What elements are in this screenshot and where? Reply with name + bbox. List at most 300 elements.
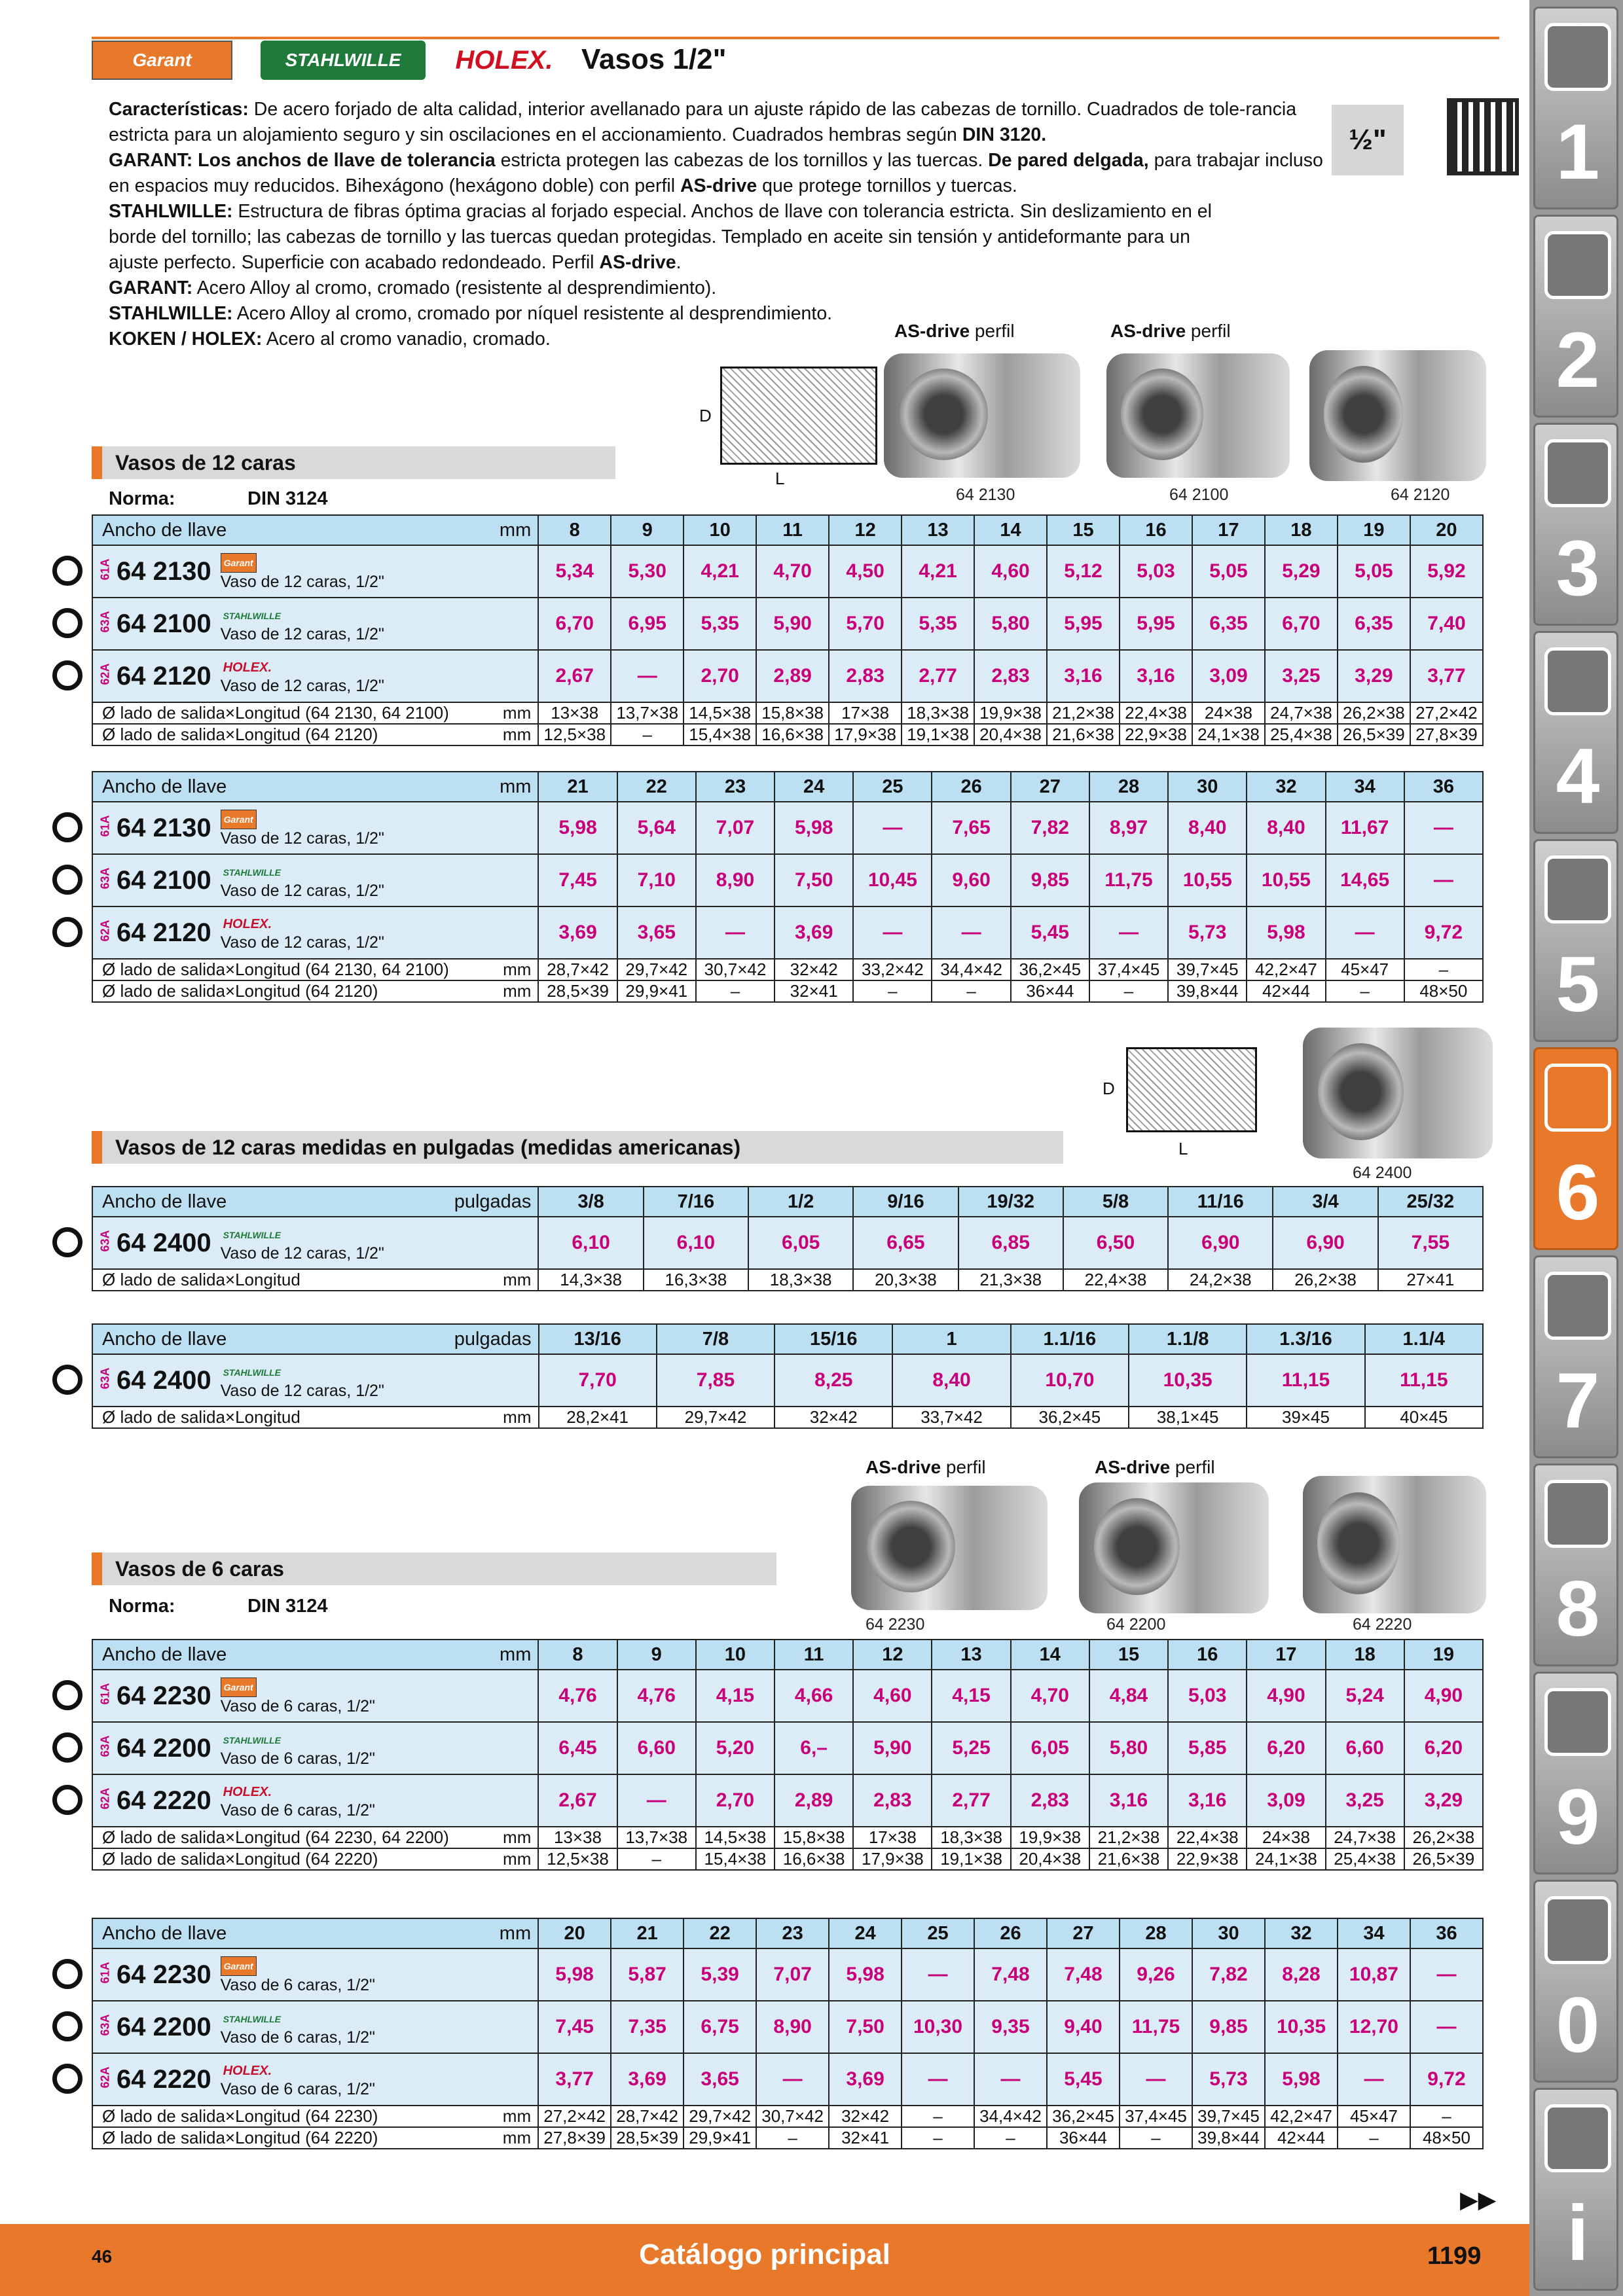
dimension-cell: 26,2×38 bbox=[1273, 1269, 1377, 1291]
article-number[interactable]: 64 2400 bbox=[117, 1365, 211, 1395]
size-cell: 11/16 bbox=[1168, 1187, 1273, 1217]
chapter-tab-i[interactable] bbox=[1533, 2088, 1618, 2291]
brand-mini-logo: HOLEX. bbox=[223, 2064, 272, 2078]
size-cell: 3/8 bbox=[538, 1187, 643, 1217]
class-code: 62A bbox=[98, 2066, 112, 2088]
price-cell: 4,70 bbox=[1011, 1670, 1089, 1722]
size-cell: 23 bbox=[756, 1918, 829, 1948]
price-cell: 12,70 bbox=[1338, 2001, 1410, 2053]
price-cell: 7,82 bbox=[1011, 802, 1089, 854]
dimension-cell: 22,4×38 bbox=[1063, 1269, 1168, 1291]
price-cell: 2,67 bbox=[538, 650, 611, 702]
price-cell: 7,48 bbox=[1047, 1948, 1120, 2001]
product-description: Vaso de 12 caras, 1/2" bbox=[220, 573, 384, 591]
chapter-number: 9 bbox=[1556, 1773, 1600, 1861]
dimension-cell: 32×41 bbox=[829, 2127, 902, 2149]
article-number[interactable]: 64 2120 bbox=[117, 918, 211, 947]
product-row[interactable] bbox=[92, 1670, 1483, 1722]
price-cell: — bbox=[1326, 906, 1404, 959]
socket-photo-642200 bbox=[1079, 1482, 1269, 1613]
product-row[interactable] bbox=[92, 2001, 1483, 2053]
select-circle-icon[interactable] bbox=[52, 1227, 82, 1257]
select-circle-icon[interactable] bbox=[52, 608, 82, 638]
norma-value: DIN 3124 bbox=[247, 488, 328, 509]
chapter-tab-5[interactable] bbox=[1533, 839, 1618, 1042]
dimension-cell: – bbox=[696, 980, 775, 1002]
price-cell: — bbox=[1338, 2053, 1410, 2106]
chapter-tab-9[interactable] bbox=[1533, 1672, 1618, 1874]
chapter-tab-6[interactable] bbox=[1533, 1047, 1618, 1250]
dimension-cell: 39×45 bbox=[1247, 1407, 1364, 1428]
dimension-cell: 13×38 bbox=[538, 702, 611, 724]
dimension-cell: 45×47 bbox=[1338, 2106, 1410, 2127]
price-table-grid bbox=[92, 1918, 1484, 2149]
price-cell: 5,98 bbox=[1247, 906, 1325, 959]
size-cell: 9 bbox=[611, 515, 684, 545]
photo-label: 64 2120 bbox=[1391, 486, 1450, 504]
price-cell: 7,40 bbox=[1410, 598, 1483, 650]
brand-mini-logo: HOLEX. bbox=[223, 660, 272, 675]
dimension-cell: 38,1×45 bbox=[1129, 1407, 1247, 1428]
dimension-cell: 36×44 bbox=[1047, 2127, 1120, 2149]
dimension-row bbox=[92, 724, 1483, 745]
price-cell: 11,75 bbox=[1089, 854, 1168, 906]
class-code: 63A bbox=[98, 1229, 112, 1251]
price-cell: 11,15 bbox=[1365, 1354, 1483, 1407]
size-cell: 19 bbox=[1404, 1640, 1483, 1670]
brand-mini-logo: STAHLWILLE bbox=[223, 1734, 281, 1746]
article-number[interactable]: 64 2100 bbox=[117, 609, 211, 638]
chapter-tab-4[interactable] bbox=[1533, 631, 1618, 834]
select-circle-icon[interactable] bbox=[52, 1959, 82, 1989]
size-cell: 9 bbox=[617, 1640, 696, 1670]
class-code: 62A bbox=[98, 662, 112, 685]
price-cell: 9,85 bbox=[1192, 2001, 1265, 2053]
article-number[interactable]: 64 2230 bbox=[117, 1681, 211, 1710]
footer-catalog-title: Catálogo principal bbox=[639, 2238, 890, 2270]
dimension-cell: 19,1×38 bbox=[902, 724, 974, 745]
price-cell: 7,70 bbox=[539, 1354, 657, 1407]
product-row[interactable] bbox=[92, 1948, 1483, 2001]
price-cell: 4,90 bbox=[1404, 1670, 1483, 1722]
price-cell: 5,20 bbox=[696, 1722, 775, 1774]
price-cell: 3,65 bbox=[617, 906, 696, 959]
price-cell: 6,10 bbox=[644, 1217, 748, 1269]
price-cell: 5,30 bbox=[611, 545, 684, 598]
dimension-cell: 30,7×42 bbox=[756, 2106, 829, 2127]
select-circle-icon[interactable] bbox=[52, 865, 82, 895]
size-cell: 18 bbox=[1265, 515, 1338, 545]
dimension-cell: 36×44 bbox=[1011, 980, 1089, 1002]
price-cell: 4,21 bbox=[902, 545, 974, 598]
price-table-grid bbox=[92, 514, 1484, 746]
dimension-label: Ø lado de salida×Longitud (64 2130, 64 2100) bbox=[102, 703, 449, 723]
price-cell: 6,05 bbox=[1011, 1722, 1089, 1774]
article-number[interactable]: 64 2220 bbox=[117, 2064, 211, 2094]
chapter-icon bbox=[1544, 1272, 1611, 1340]
footer-page-number: 1199 bbox=[1427, 2242, 1482, 2270]
size-cell: 15/16 bbox=[775, 1324, 892, 1354]
dimension-cell: 33,7×42 bbox=[892, 1407, 1010, 1428]
norma-label: Norma: bbox=[109, 488, 175, 509]
price-cell: 8,90 bbox=[696, 854, 775, 906]
dimension-cell: – bbox=[1120, 2127, 1192, 2149]
product-row[interactable] bbox=[92, 1774, 1483, 1827]
qr-code-icon[interactable] bbox=[1447, 98, 1519, 175]
price-cell: 4,66 bbox=[775, 1670, 853, 1722]
dimension-cell: 22,9×38 bbox=[1168, 1848, 1247, 1870]
size-cell: 11 bbox=[756, 515, 829, 545]
size-cell: 14 bbox=[974, 515, 1047, 545]
top-rule bbox=[92, 37, 1499, 39]
price-cell: 7,65 bbox=[932, 802, 1010, 854]
price-cell: 3,16 bbox=[1047, 650, 1120, 702]
price-cell: 9,72 bbox=[1404, 906, 1483, 959]
size-cell: 11 bbox=[775, 1640, 853, 1670]
dimension-cell: 26,5×39 bbox=[1338, 724, 1410, 745]
product-row[interactable] bbox=[92, 854, 1483, 906]
size-cell: 32 bbox=[1265, 1918, 1338, 1948]
price-cell: 4,15 bbox=[696, 1670, 775, 1722]
chapter-number: 6 bbox=[1556, 1149, 1600, 1236]
size-cell: 10 bbox=[696, 1640, 775, 1670]
dimension-cell: 32×41 bbox=[775, 980, 853, 1002]
ancho-label: Ancho de llave bbox=[102, 1191, 227, 1212]
article-number[interactable]: 64 2230 bbox=[117, 1960, 211, 1989]
size-cell: 34 bbox=[1338, 1918, 1410, 1948]
dimension-cell: 22,4×38 bbox=[1120, 702, 1192, 724]
dimension-cell: 28,2×41 bbox=[539, 1407, 657, 1428]
price-cell: 7,35 bbox=[611, 2001, 684, 2053]
dimension-cell: 13,7×38 bbox=[617, 1827, 696, 1848]
size-cell: 21 bbox=[538, 772, 617, 802]
price-cell: 10,45 bbox=[853, 854, 932, 906]
dimension-cell: 29,7×42 bbox=[684, 2106, 756, 2127]
dimension-cell: 15,4×38 bbox=[684, 724, 756, 745]
price-cell: 7,45 bbox=[538, 2001, 611, 2053]
dimension-cell: 27×41 bbox=[1378, 1269, 1483, 1291]
price-cell: 11,75 bbox=[1120, 2001, 1192, 2053]
chapter-tab-0[interactable] bbox=[1533, 1880, 1618, 2083]
chapter-number: 7 bbox=[1556, 1357, 1600, 1444]
price-cell: 9,40 bbox=[1047, 2001, 1120, 2053]
price-cell: 5,80 bbox=[1089, 1722, 1168, 1774]
dimension-cell: 37,4×45 bbox=[1089, 959, 1168, 980]
size-cell: 36 bbox=[1410, 1918, 1483, 1948]
price-cell: 3,16 bbox=[1120, 650, 1192, 702]
select-circle-icon[interactable] bbox=[52, 2011, 82, 2041]
dimension-row bbox=[92, 2127, 1483, 2149]
dimension-cell: 20,3×38 bbox=[853, 1269, 958, 1291]
size-cell: 26 bbox=[932, 772, 1010, 802]
chapter-icon bbox=[1544, 231, 1611, 299]
price-cell: 5,90 bbox=[756, 598, 829, 650]
dimension-cell: 14,3×38 bbox=[538, 1269, 643, 1291]
ancho-label: Ancho de llave bbox=[102, 1328, 227, 1350]
price-cell: 3,65 bbox=[684, 2053, 756, 2106]
unit-label: mm bbox=[503, 1270, 532, 1289]
chapter-number: 3 bbox=[1556, 524, 1600, 612]
price-cell: 3,09 bbox=[1247, 1774, 1325, 1827]
product-row[interactable] bbox=[92, 650, 1483, 702]
size-cell: 5/8 bbox=[1063, 1187, 1168, 1217]
select-circle-icon[interactable] bbox=[52, 556, 82, 586]
price-cell: 6,– bbox=[775, 1722, 853, 1774]
dimension-cell: 15,8×38 bbox=[775, 1827, 853, 1848]
socket-photo-642230 bbox=[851, 1486, 1048, 1610]
price-cell: 7,07 bbox=[756, 1948, 829, 2001]
select-circle-icon[interactable] bbox=[52, 917, 82, 947]
price-cell: 6,10 bbox=[538, 1217, 643, 1269]
price-cell: 5,87 bbox=[611, 1948, 684, 2001]
price-cell: 11,67 bbox=[1326, 802, 1404, 854]
article-number[interactable]: 64 2100 bbox=[117, 865, 211, 895]
chapter-tab-3[interactable] bbox=[1533, 423, 1618, 626]
dimension-cell: 12,5×38 bbox=[538, 724, 611, 745]
price-cell: 4,21 bbox=[684, 545, 756, 598]
brand-mini-logo: Garant bbox=[221, 810, 257, 829]
product-row[interactable] bbox=[92, 1722, 1483, 1774]
price-cell: 6,35 bbox=[1192, 598, 1265, 650]
price-cell: 5,98 bbox=[538, 802, 617, 854]
chapter-icon bbox=[1544, 647, 1611, 715]
size-cell: 25/32 bbox=[1378, 1187, 1483, 1217]
size-header-row bbox=[92, 1324, 1483, 1354]
article-number[interactable]: 64 2120 bbox=[117, 661, 211, 691]
brand-mini-logo: Garant bbox=[221, 553, 257, 573]
price-cell: 5,98 bbox=[538, 1948, 611, 2001]
article-number[interactable]: 64 2200 bbox=[117, 1733, 211, 1763]
dimension-cell: 24×38 bbox=[1247, 1827, 1325, 1848]
ancho-label: Ancho de llave bbox=[102, 1922, 227, 1944]
size-cell: 1.1/8 bbox=[1129, 1324, 1247, 1354]
size-header-row bbox=[92, 515, 1483, 545]
dimension-row bbox=[92, 702, 1483, 724]
dimension-cell: 19,9×38 bbox=[974, 702, 1047, 724]
chapter-number: 4 bbox=[1556, 732, 1600, 820]
size-cell: 13 bbox=[902, 515, 974, 545]
size-cell: 23 bbox=[696, 772, 775, 802]
price-cell: 8,25 bbox=[775, 1354, 892, 1407]
unit-label: mm bbox=[503, 981, 532, 1001]
dim-l-label: L bbox=[1178, 1139, 1188, 1158]
price-cell: 3,77 bbox=[1410, 650, 1483, 702]
dimension-cell: 19,9×38 bbox=[1011, 1827, 1089, 1848]
product-row[interactable] bbox=[92, 802, 1483, 854]
size-cell: 20 bbox=[1410, 515, 1483, 545]
price-cell: 4,15 bbox=[932, 1670, 1010, 1722]
price-cell: 8,40 bbox=[892, 1354, 1010, 1407]
intro-text: Características: De acero forjado de alta calidad, interior avellanado para un ajuste rápido de las cabezas de tornillo. Cuadrados de tole-rancia estricta para un alojamiento seguro y sin oscilaciones en el accionamiento. Cuadrados hembras según DIN 3120. GARANT: Los anchos de llave de tolerancia estricta protegen las cabezas de los tornillos y las tuercas. De pared delgada, para trabajar incluso en espacios muy reducidos. Bihexágono (hexágono doble) con perfil AS-drive que protege tornillos y tuercas. STAHLWILLE: Estructura de fibras óptima gracias al forjado especial. Anchos de llave con tolerancia estricta. Sin deslizamiento en el borde del tornillo; las cabezas de tornillo y las tuercas quedan protegidas. Templado en aceite sin tensión y antideformante para un ajuste perfecto. Superficie con acabado redondeado. Perfil AS-drive. GARANT: Acero Alloy al cromo, cromado (resistente al desprendimiento). STAHLWILLE: Acero Alloy al cromo, cromado por níquel resistente al desprendimiento. KOKEN / HOLEX: Acero al cromo vanadio, cromado. bbox=[109, 99, 1323, 350]
price-cell: 4,60 bbox=[974, 545, 1047, 598]
class-code: 63A bbox=[98, 1367, 112, 1389]
class-code: 61A bbox=[98, 1961, 112, 1983]
dimension-cell: 20,4×38 bbox=[974, 724, 1047, 745]
dimension-cell: – bbox=[974, 2127, 1047, 2149]
size-cell: 34 bbox=[1326, 772, 1404, 802]
socket-photo-642220 bbox=[1303, 1476, 1486, 1613]
footer-page-left: 46 bbox=[92, 2246, 113, 2267]
dimension-cell: – bbox=[1089, 980, 1168, 1002]
price-cell: 2,83 bbox=[829, 650, 902, 702]
product-row[interactable] bbox=[92, 598, 1483, 650]
select-circle-icon[interactable] bbox=[52, 1732, 82, 1763]
dimension-cell: 32×42 bbox=[829, 2106, 902, 2127]
product-row[interactable] bbox=[92, 1217, 1483, 1269]
as-drive-caption: AS-drive perfil bbox=[1095, 1457, 1215, 1477]
dimension-cell: 26,5×39 bbox=[1404, 1848, 1483, 1870]
price-cell: 6,60 bbox=[617, 1722, 696, 1774]
dimension-cell: 21,2×38 bbox=[1047, 702, 1120, 724]
chapter-tab-8[interactable] bbox=[1533, 1463, 1618, 1666]
unit-label: mm bbox=[502, 703, 532, 723]
dimension-cell: 28,5×39 bbox=[538, 980, 617, 1002]
select-circle-icon[interactable] bbox=[52, 1785, 82, 1815]
price-cell: 2,89 bbox=[756, 650, 829, 702]
price-cell: 5,24 bbox=[1326, 1670, 1404, 1722]
product-row[interactable] bbox=[92, 545, 1483, 598]
price-cell: 6,05 bbox=[748, 1217, 853, 1269]
price-cell: — bbox=[853, 802, 932, 854]
chapter-tab-7[interactable] bbox=[1533, 1255, 1618, 1458]
brand-mini-logo: HOLEX. bbox=[223, 917, 272, 931]
price-cell: 2,77 bbox=[932, 1774, 1010, 1827]
price-cell: — bbox=[611, 650, 684, 702]
price-cell: 3,25 bbox=[1265, 650, 1338, 702]
chapter-number: 0 bbox=[1556, 1981, 1600, 2069]
price-cell: 3,69 bbox=[829, 2053, 902, 2106]
brand-mini-logo: STAHLWILLE bbox=[223, 610, 281, 621]
price-cell: 5,05 bbox=[1338, 545, 1410, 598]
dimension-cell: 28,5×39 bbox=[611, 2127, 684, 2149]
price-cell: 3,77 bbox=[538, 2053, 611, 2106]
price-cell: 14,65 bbox=[1326, 854, 1404, 906]
page-title: Vasos 1/2" bbox=[581, 43, 727, 75]
product-row[interactable] bbox=[92, 906, 1483, 959]
price-cell: 10,70 bbox=[1011, 1354, 1129, 1407]
price-cell: 5,34 bbox=[538, 545, 611, 598]
select-circle-icon[interactable] bbox=[52, 660, 82, 691]
product-description: Vaso de 12 caras, 1/2" bbox=[220, 829, 384, 848]
price-cell: 6,85 bbox=[958, 1217, 1063, 1269]
chapter-icon bbox=[1544, 1480, 1611, 1548]
section-title: Vasos de 6 caras bbox=[92, 1552, 776, 1585]
chapter-icon bbox=[1544, 1896, 1611, 1964]
dimension-cell: 15,8×38 bbox=[756, 702, 829, 724]
dimension-cell: 42,2×47 bbox=[1247, 959, 1325, 980]
norma-label: Norma: bbox=[109, 1596, 175, 1617]
size-header-row bbox=[92, 1187, 1483, 1217]
select-circle-icon[interactable] bbox=[52, 1365, 82, 1395]
article-number[interactable]: 64 2200 bbox=[117, 2012, 211, 2041]
class-code: 61A bbox=[98, 814, 112, 836]
chapter-tab-2[interactable] bbox=[1533, 215, 1618, 418]
garant-logo: Garant bbox=[92, 41, 232, 80]
unit-label: pulgadas bbox=[454, 1191, 532, 1212]
chapter-number: 1 bbox=[1556, 108, 1600, 196]
dimension-cell: 24,2×38 bbox=[1168, 1269, 1273, 1291]
price-cell: — bbox=[1410, 1948, 1483, 2001]
size-cell: 28 bbox=[1089, 772, 1168, 802]
unit-label: mm bbox=[503, 1827, 532, 1847]
product-description: Vaso de 6 caras, 1/2" bbox=[220, 1749, 375, 1768]
size-cell: 7/8 bbox=[657, 1324, 775, 1354]
size-cell: 12 bbox=[829, 515, 902, 545]
price-cell: 7,55 bbox=[1378, 1217, 1483, 1269]
product-description: Vaso de 12 caras, 1/2" bbox=[220, 881, 384, 900]
dimension-cell: 24,1×38 bbox=[1247, 1848, 1325, 1870]
product-description: Vaso de 6 caras, 1/2" bbox=[220, 1697, 375, 1715]
dimension-cell: 14,5×38 bbox=[684, 702, 756, 724]
select-circle-icon[interactable] bbox=[52, 812, 82, 842]
photo-label: 64 2220 bbox=[1353, 1615, 1412, 1634]
dimension-cell: 18,3×38 bbox=[932, 1827, 1010, 1848]
dimension-label: Ø lado de salida×Longitud (64 2130, 64 2100) bbox=[102, 960, 449, 979]
price-cell: 5,70 bbox=[829, 598, 902, 650]
size-cell: 25 bbox=[902, 1918, 974, 1948]
dimension-cell: 29,7×42 bbox=[617, 959, 696, 980]
price-cell: 6,50 bbox=[1063, 1217, 1168, 1269]
product-row[interactable] bbox=[92, 2053, 1483, 2106]
class-code: 62A bbox=[98, 919, 112, 941]
price-cell: 5,92 bbox=[1410, 545, 1483, 598]
dimension-cell: 29,9×41 bbox=[684, 2127, 756, 2149]
dimension-row bbox=[92, 1848, 1483, 1870]
select-circle-icon[interactable] bbox=[52, 2064, 82, 2094]
price-cell: 5,35 bbox=[902, 598, 974, 650]
product-row[interactable] bbox=[92, 1354, 1483, 1407]
unit-label: mm bbox=[503, 960, 532, 979]
ancho-label: Ancho de llave bbox=[102, 519, 227, 541]
unit-label: mm bbox=[500, 1643, 532, 1665]
select-circle-icon[interactable] bbox=[52, 1680, 82, 1710]
holex-logo: HOLEX. bbox=[455, 45, 553, 75]
price-cell: 4,84 bbox=[1089, 1670, 1168, 1722]
price-cell: — bbox=[974, 2053, 1047, 2106]
dimension-row bbox=[92, 1407, 1483, 1428]
price-cell: 4,76 bbox=[538, 1670, 617, 1722]
dimension-cell: – bbox=[1410, 2106, 1483, 2127]
unit-label: mm bbox=[503, 1407, 532, 1427]
price-cell: — bbox=[932, 906, 1010, 959]
chapter-tab-1[interactable] bbox=[1533, 7, 1618, 209]
chapter-number: i bbox=[1567, 2189, 1589, 2277]
size-cell: 24 bbox=[829, 1918, 902, 1948]
article-number[interactable]: 64 2220 bbox=[117, 1785, 211, 1815]
ancho-label: Ancho de llave bbox=[102, 776, 227, 797]
size-cell: 28 bbox=[1120, 1918, 1192, 1948]
price-cell: 9,35 bbox=[974, 2001, 1047, 2053]
socket-photo-642400 bbox=[1303, 1028, 1493, 1158]
size-cell: 17 bbox=[1247, 1640, 1325, 1670]
price-cell: 10,30 bbox=[902, 2001, 974, 2053]
price-cell: 3,69 bbox=[775, 906, 853, 959]
size-cell: 1.1/16 bbox=[1011, 1324, 1129, 1354]
size-cell: 30 bbox=[1168, 772, 1247, 802]
dimension-cell: – bbox=[853, 980, 932, 1002]
dimension-cell: 18,3×38 bbox=[902, 702, 974, 724]
dimension-cell: 17×38 bbox=[829, 702, 902, 724]
article-number[interactable]: 64 2130 bbox=[117, 813, 211, 842]
price-cell: 9,72 bbox=[1410, 2053, 1483, 2106]
product-description: Vaso de 12 caras, 1/2" bbox=[220, 1244, 384, 1263]
chapter-number: 8 bbox=[1556, 1565, 1600, 1653]
article-number[interactable]: 64 2400 bbox=[117, 1228, 211, 1257]
article-number[interactable]: 64 2130 bbox=[117, 556, 211, 586]
price-cell: 2,70 bbox=[696, 1774, 775, 1827]
next-page-icon[interactable]: ▶▶ bbox=[1460, 2186, 1497, 2213]
product-description: Vaso de 12 caras, 1/2" bbox=[220, 933, 384, 952]
